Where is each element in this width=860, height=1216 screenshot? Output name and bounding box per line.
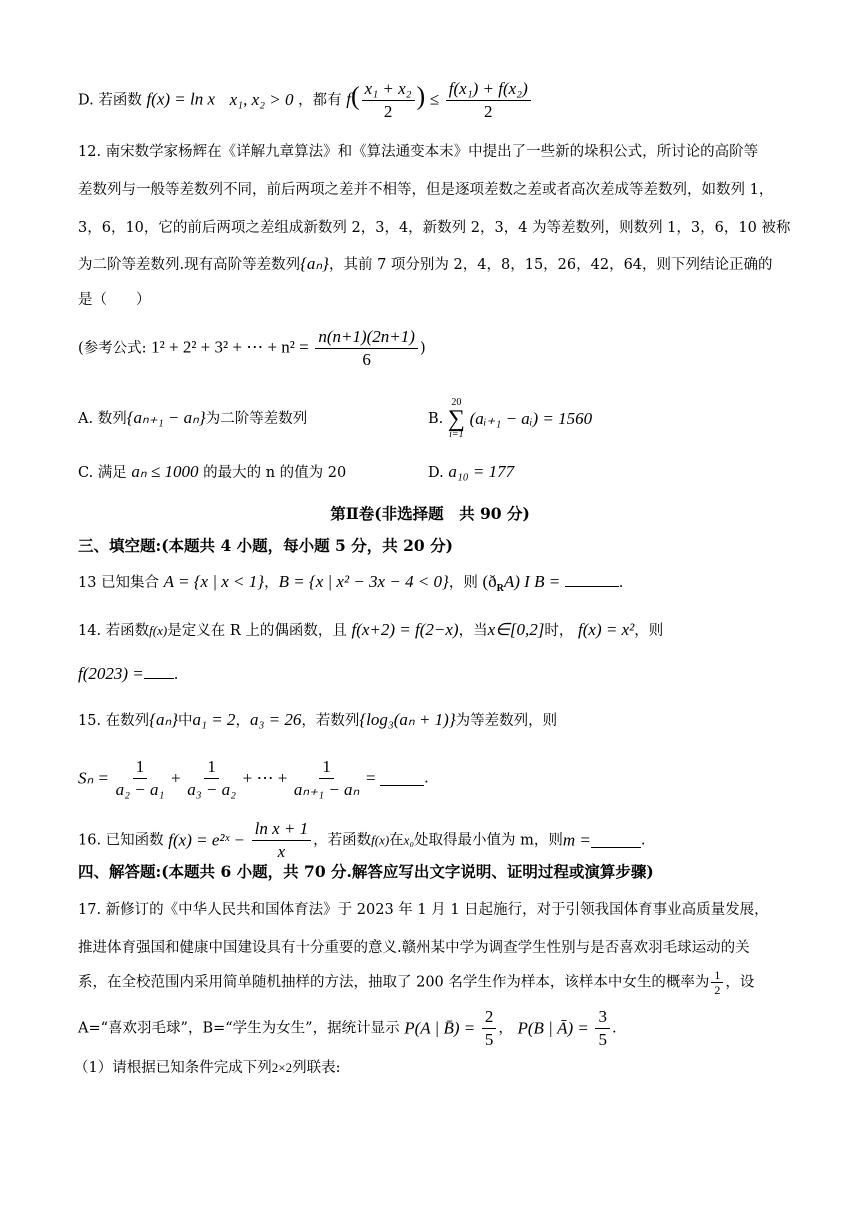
q17-sub-1: （1）请根据已知条件完成下列2×2列联表: <box>74 1060 341 1076</box>
math-expression: (aᵢ₊₁ − aᵢ) = 1560 <box>469 409 593 428</box>
fraction: $\frac{\text{x₁ + x₂}}{2}$ <box>362 78 415 123</box>
summation: 20 ∑ i=1 <box>447 397 465 440</box>
math-expression: f(x) = e²ˣ − <box>168 830 246 850</box>
q12-option-a: A. 数列{aₙ₊₁ − aₙ}为二阶等差数列 <box>78 408 308 427</box>
q12-line-4: 为二阶等差数列.现有高阶等差数列{aₙ}，其前 7 项分别为 2，4，8，15，26，42，64，则下列结论正确的 <box>78 254 773 273</box>
q12-line-1: 12. 南宋数学家杨辉在《详解九章算法》和《算法通变本末》中提出了一些新的垛积公式，所讨论的高阶等 <box>78 144 759 160</box>
math-expression: a₁₀ = 177 <box>448 462 515 481</box>
answer-blank <box>591 833 641 848</box>
q12-line-3: 3，6，10，它的前后两项之差组成新数列 2，3，4，新数列 2，3，4 为等差数列，则数列 1，3，6，10 被称 <box>78 220 791 236</box>
q17-line-1: 17. 新修订的《中华人民共和国体育法》于 2023 年 1 月 1 日起施行，对于引领我国体育事业高质量发展， <box>78 902 769 918</box>
fraction: $\frac{1}{\text{a₃ − a₂}}$ <box>187 757 237 799</box>
q17-line-3: 系，在全校范围内采用简单随机抽样的方法，抽取了 200 名学生作为样本，该样本中女生的概率为 $\frac{1}{2}$ ，设 <box>78 968 755 997</box>
math-expression: {aₙ₊₁ − aₙ} <box>126 408 206 427</box>
fraction: $\frac{1}{\text{a₂ − a₁}}$ <box>115 757 165 799</box>
math-expression: f(x) = ln x <box>146 89 216 109</box>
q12-option-b: B. 20 ∑ i=1 (aᵢ₊₁ − aᵢ) = 1560 <box>428 397 593 440</box>
math-expression: f(2023) = <box>78 664 144 683</box>
math-expression: {aₙ} <box>300 254 329 273</box>
section-title: 三、填空题:(本题共 4 小题，每小题 5 分，共 20 分) <box>78 536 453 555</box>
q11-option-d: D. 若函数 f(x) = ln x x₁, x₂ > 0 ，都有 f( $\frac{\text{x₁ + x₂}}{2}$ ) ≤ $\frac{\text{f(x₁) + f(x₂)}}{2}$ <box>78 78 533 123</box>
math-expression: P(A | B̄) = <box>404 1018 476 1038</box>
math-expression: aₙ ≤ 1000 <box>131 462 199 481</box>
math-expression: x₁, x₂ > 0 <box>229 89 294 109</box>
answer-blank <box>144 664 174 679</box>
math-expression: f(x) = x² <box>578 620 635 639</box>
math-expression: B = {x | x² − 3x − 4 < 0} <box>278 572 449 591</box>
math-expression: 1² + 2² + 3² + ⋯ + n² = <box>151 337 309 357</box>
answer-blank <box>380 771 424 786</box>
q15-line-2: Sₙ = $\frac{1}{\text{a₂ − a₁}}$ + $\frac{1}{\text{a₃ − a₂}}$ + ⋯ + $\frac{1}{\text{aₙ₊₁ − aₙ}}$ = . <box>78 757 429 799</box>
fraction: $\frac{1}{\text{aₙ₊₁ − aₙ}}$ <box>293 757 360 799</box>
q12-line-2: 差数列与一般等差数列不同，前后两项之差并不相等，但是逐项差数之差或者高次差成等差数列，如数列 1， <box>78 182 774 198</box>
fraction: $\frac{\text{f(x₁) + f(x₂)}}{2}$ <box>446 78 531 123</box>
math-expression: A = {x | x < 1} <box>163 572 265 591</box>
q17-line-2: 推进体育强国和健康中国建设具有十分重要的意义.赣州某中学为调查学生性别与是否喜欢羽毛球运动的关 <box>78 940 750 956</box>
fraction: $\frac{2}{5}$ <box>482 1006 497 1051</box>
math-expression: {log₃(aₙ + 1)} <box>359 710 456 729</box>
section-title: 四、解答题:(本题共 6 小题，共 70 分.解答应写出文字说明、证明过程或演算步骤) <box>78 862 654 881</box>
q12-option-c: C. 满足 aₙ ≤ 1000 的最大的 n 的值为 20 <box>78 462 347 481</box>
fraction: $\frac{3}{5}$ <box>595 1006 610 1051</box>
q17-line-4: A=“喜欢羽毛球”，B=“学生为女生”，据统计显示 P(A | B̄) = $\frac{2}{5}$ ， P(B | Ā) = $\frac{3}{5}$ . <box>78 1007 617 1049</box>
math-expression: x∈[0,2] <box>487 620 545 639</box>
fraction: $\frac{\text{ln x + 1}}{x}$ <box>252 818 312 863</box>
math-expression: f(x+2) = f(2−x) <box>351 620 459 639</box>
q14-line-2: f(2023) = . <box>78 664 179 683</box>
answer-blank <box>565 572 619 587</box>
fraction: $\frac{1}{2}$ <box>711 968 723 997</box>
q12-option-d: D. a₁₀ = 177 <box>428 462 515 481</box>
part-title: 第Ⅱ卷(非选择题 共 90 分) <box>330 504 530 523</box>
reference-formula: (参考公式: 1² + 2² + 3² + ⋯ + n² = $\frac{n(n+1)(2n+1)}{6}$ ) <box>78 327 426 369</box>
q16: 16. 已知函数 f(x) = e²ˣ − $\frac{\text{ln x + 1}}{x}$ ，若函数f(x)在x₀处取得最小值为 m，则m = . <box>78 819 646 861</box>
math-expression: P(B | Ā) = <box>517 1018 589 1038</box>
q14-line-1: 14. 若函数f(x)是定义在 R 上的偶函数，且 f(x+2) = f(2−x)，当x∈[0,2]时， f(x) = x²，则 <box>78 620 664 639</box>
q15-line-1: 15. 在数列{aₙ}中a₁ = 2，a₃ = 26，若数列{log₃(aₙ + 1)}为等差数列，则 <box>78 710 558 729</box>
q13: 13 已知集合 A = {x | x < 1}，B = {x | x² − 3x − 4 < 0}，则 $(ð_RA)$ I B = . <box>78 572 624 594</box>
fraction: $\frac{n(n+1)(2n+1)}{6}$ <box>315 326 418 371</box>
q12-line-5: 是（ ） <box>78 292 151 308</box>
